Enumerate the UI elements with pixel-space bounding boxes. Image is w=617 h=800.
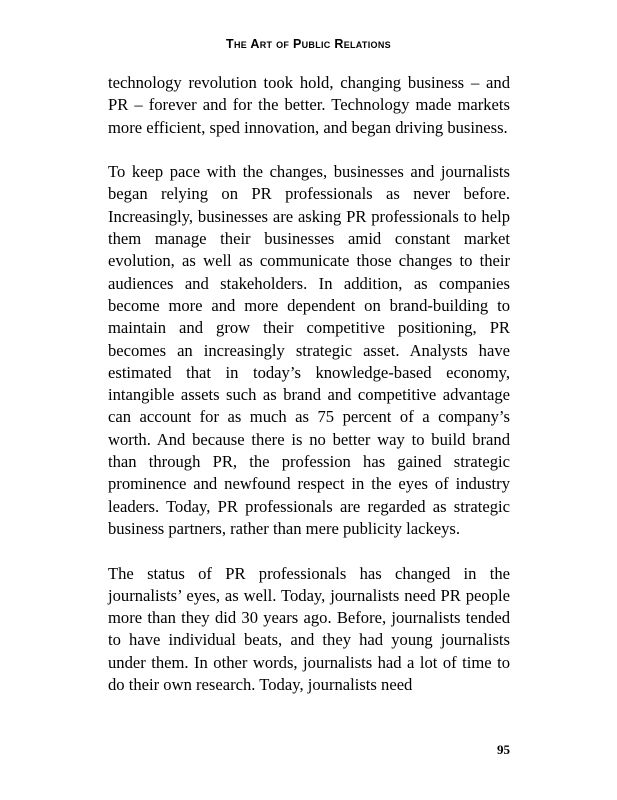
page-number: 95 <box>497 742 510 757</box>
body-text <box>108 72 510 719</box>
running-header: The Art of Public Relations <box>226 37 391 51</box>
paragraph-3: The status of PR professionals has changed in the journalists’ eyes, as well. Today, journalists need PR people more than they did 30 years ago. Before, journalists tended to have individual beats, and they had young journalists under them. In other words, journalists had a lot of time to do their own research. Today, journalists need <box>108 563 510 695</box>
paragraph-1: technology revolution took hold, changing business – and PR – forever and for the better. Technology made markets more efficient, sped innovation, and began driving business. <box>108 73 510 137</box>
paragraph-2: To keep pace with the changes, businesses and journalists began relying on PR professionals as never before. Increasingly, businesses are asking PR professionals to help them manage their businesses amid constant market evolution, as well as communicate those changes to their audiences and stakeholders. In addition, as companies become more and more dependent on brand-building to maintain and grow their competitive positioning, PR becomes an increasingly strategic asset. Analysts have estimated that in today’s knowledge-based economy, intangible assets such as brand and competitive advantage can account for as much as 75 percent of a company’s worth. And because there is no better way to build brand than through PR, the profession has gained strategic prominence and newfound respect in the eyes of industry leaders. Today, PR professionals are regarded as strategic business partners, rather than mere publicity lackeys. <box>108 162 510 538</box>
